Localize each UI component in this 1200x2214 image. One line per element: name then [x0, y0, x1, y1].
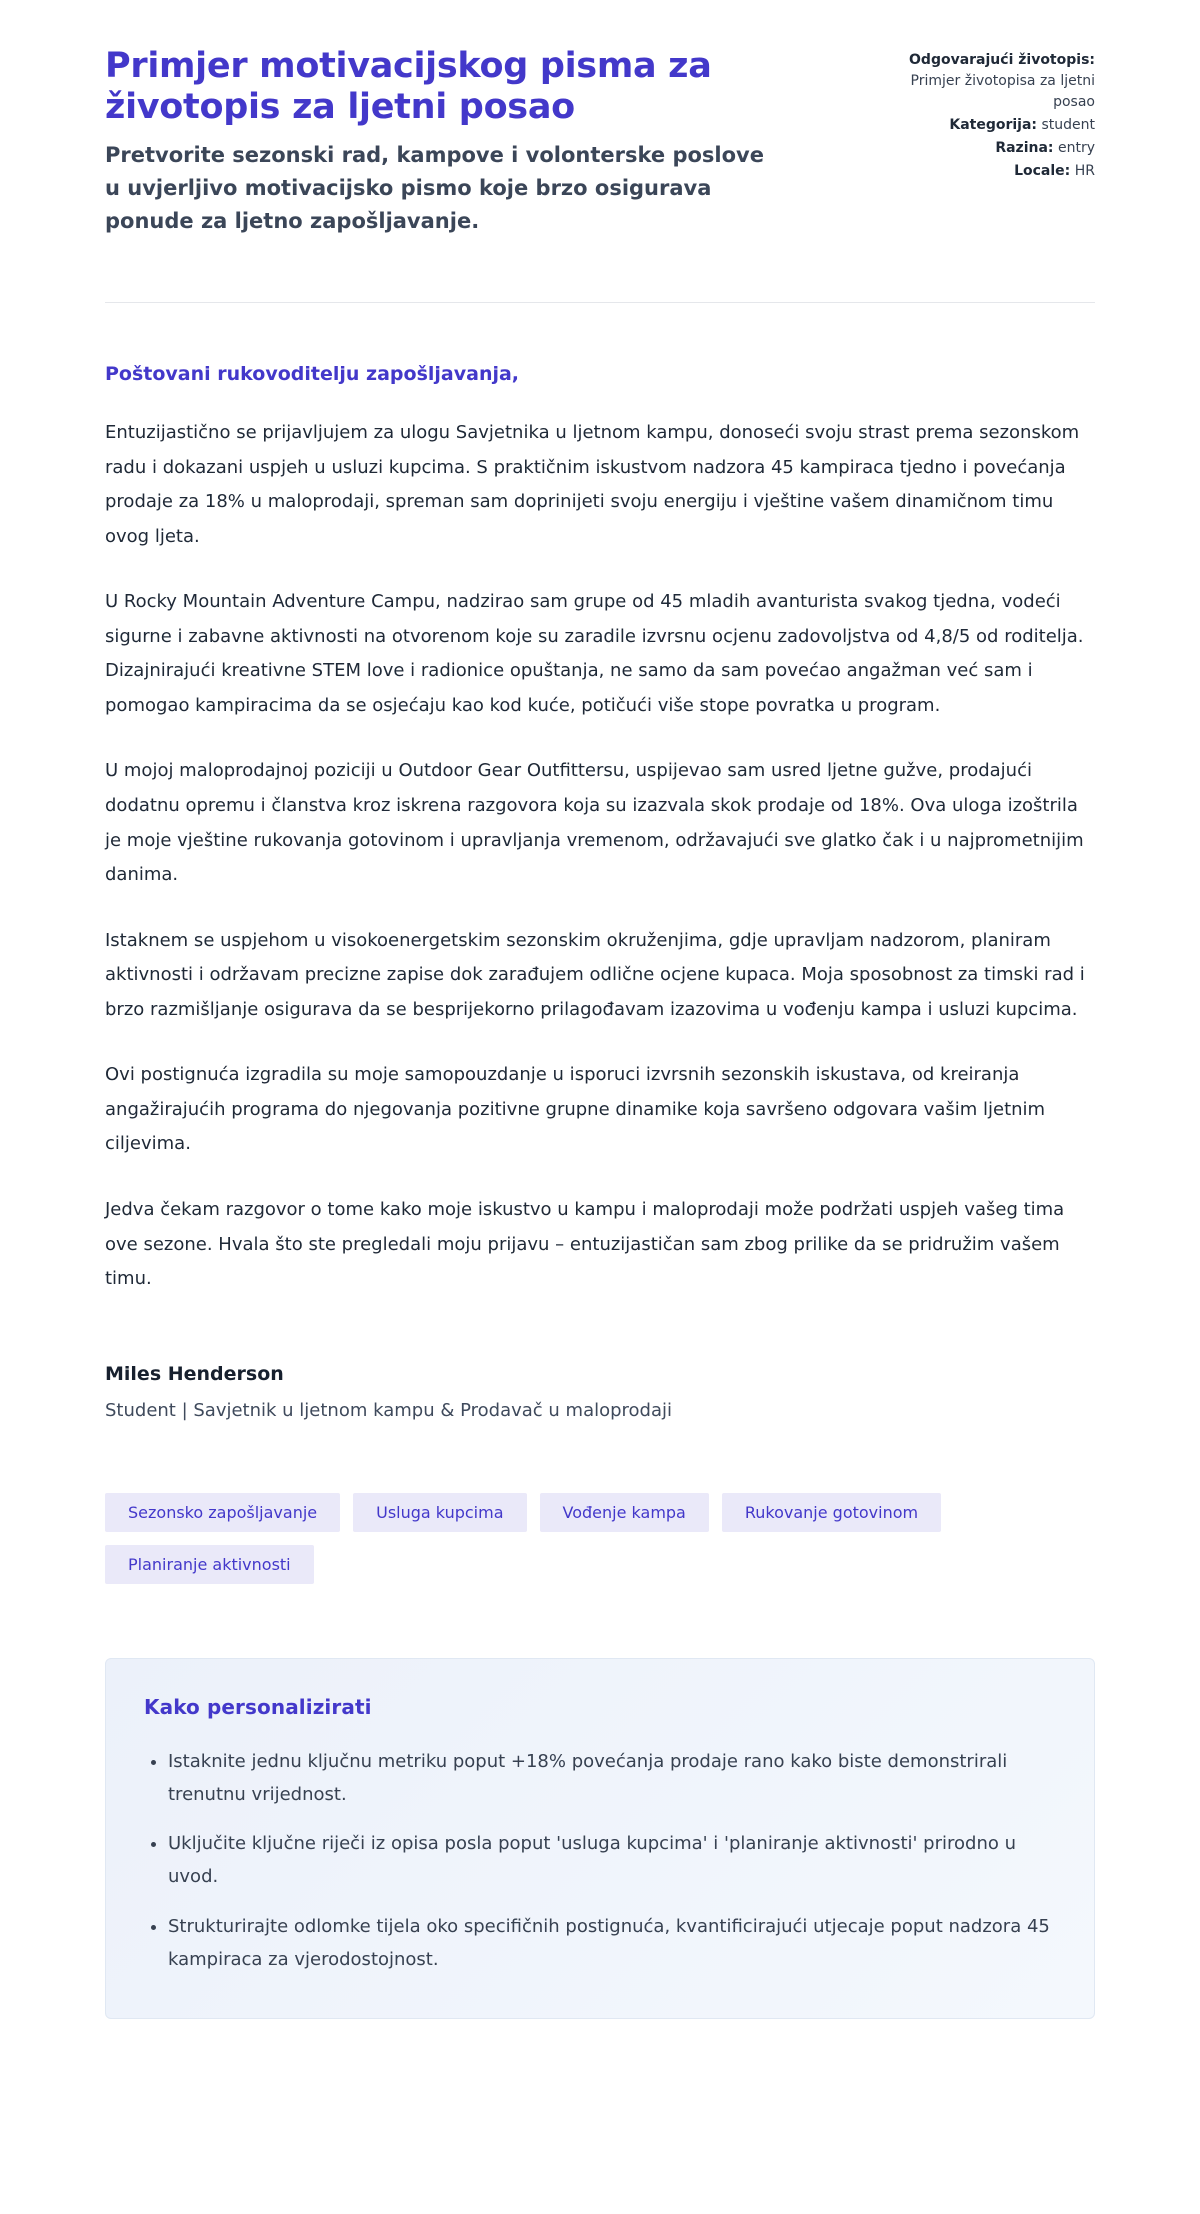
meta-locale: [905, 161, 1095, 182]
meta-locale-value: HR: [1074, 163, 1095, 179]
tag-seasonal-employment[interactable]: Sezonsko zapošljavanje: [105, 1493, 340, 1532]
letter-paragraph: Ovi postignuća izgradila su moje samopouzdanje u isporuci izvrsnih sezonskih iskustava, od kreiranja angažirajućih programa do njegovanja pozitivne grupne dinamike koja savršeno odgovara vašim ljetnim ciljevima.: [105, 1064, 1046, 1155]
letter-greeting: Poštovani rukovoditelju zapošljavanja,: [105, 363, 520, 386]
tag-cash-handling[interactable]: Rukovanje gotovinom: [722, 1493, 941, 1532]
meta-locale-label: Locale:: [1014, 163, 1071, 179]
meta-matching-resume-value: Primjer životopisa za ljetni posao: [910, 73, 1095, 110]
meta-category: [905, 115, 1095, 136]
tag-customer-service[interactable]: Usluga kupcima: [353, 1493, 526, 1532]
letter-paragraph: Jedva čekam razgovor o tome kako moje iskustvo u kampu i maloprodaji može podržati uspjeh vašeg tima ove sezone. Hvala što ste pregledali moju prijavu – entuzijastičan sam zbog prilike da se pridružim vašem timu.: [105, 1198, 1065, 1290]
page-title: Primjer motivacijskog pisma za životopis za ljetni posao: [105, 46, 712, 128]
page-header: [105, 46, 1095, 238]
meta-panel: [905, 46, 1095, 184]
meta-level: [905, 138, 1095, 159]
tag-activity-planning[interactable]: Planiranje aktivnosti: [105, 1545, 314, 1584]
header-divider: [105, 302, 1095, 303]
tip-item: • Strukturirajte odlomke tijela oko specifičnih postignuća, kvantificirajući utjecaje poput nadzora 45 kampiraca za vjerodostojnost.: [168, 1910, 1056, 1977]
meta-category-label: Kategorija:: [949, 117, 1038, 133]
letter-paragraph: U Rocky Mountain Adventure Campu, nadzirao sam grupe od 45 mladih avanturista svakog tjedna, vodeći sigurne i zabavne aktivnosti na otvorenom koje su zaradile izvrsnu ocjenu zadovoljstva od 4,8/5 od roditelja. Dizajnirajući kreativne STEM love i radionice opuštanja, ne samo da sam povećao angažman već sam i pomogao kampiracima da se osjećaju kao kod kuće, potičući više stope povratka u program.: [105, 591, 1084, 716]
meta-matching-resume: [905, 50, 1095, 113]
meta-level-label: Razina:: [995, 140, 1054, 156]
letter-paragraph: U mojoj maloprodajnoj poziciji u Outdoor Gear Outfittersu, uspijevao sam usred ljetne gužve, prodajući dodatnu opremu i članstva kroz iskrena razgovora koja su izazvala skok prodaje od 18%. Ova uloga izoštrila je moje vještine rukovanja gotovinom i upravljanja vremenom, održavajući sve glatko čak i u najprometnijim danima.: [105, 760, 1084, 886]
meta-level-value: entry: [1057, 140, 1095, 156]
page-subtitle: Pretvorite sezonski rad, kampove i volonterske poslove u uvjerljivo motivacijsko pismo koje brzo osigurava ponude za ljetno zapošljavanje.: [105, 142, 764, 233]
tip-item: • Istaknite jednu ključnu metriku poput +18% povećanja prodaje rano kako biste demonstrirali trenutnu vrijednost.: [168, 1745, 1056, 1812]
letter-paragraph: Istaknem se uspjehom u visokoenergetskim sezonskim okruženjima, gdje upravljam nadzorom, planiram aktivnosti i održavam precizne zapise dok zarađujem odlične ocjene kupaca. Moja sposobnost za timski rad i brzo razmišljanje osigurava da se besprijekorno prilagođavam izazovima u vođenju kampa i usluzi kupcima.: [105, 929, 1085, 1020]
header-title-block: [105, 46, 905, 238]
page-container: [105, 0, 1095, 2099]
tag-camp-management[interactable]: Vođenje kampa: [540, 1493, 709, 1532]
tips-title: Kako personalizirati: [144, 1694, 372, 1719]
letter-body: [105, 363, 1095, 1420]
signature-name: Miles Henderson: [105, 1362, 284, 1385]
signature-role: Student | Savjetnik u ljetnom kampu & Prodavač u maloprodaji: [105, 1399, 673, 1421]
signature-block: [105, 1363, 1095, 1421]
meta-category-value: student: [1041, 117, 1095, 133]
letter-paragraph: Entuzijastično se prijavljujem za ulogu Savjetnika u ljetnom kampu, donoseći svoju strast prema sezonskom radu i dokazani uspjeh u usluzi kupcima. S praktičnim iskustvom nadzora 45 kampiraca tjedno i povećanja prodaje za 18% u maloprodaji, spreman sam doprinijeti svoju energiju i vještine vašem dinamičnom timu ovog ljeta.: [105, 422, 1080, 547]
skill-tags: [105, 1493, 1095, 1584]
meta-matching-resume-label: Odgovarajući životopis:: [909, 52, 1095, 68]
personalization-tips-box: [105, 1658, 1095, 2020]
tips-list: [144, 1745, 1056, 1977]
tip-item: • Uključite ključne riječi iz opisa posla poput 'usluga kupcima' i 'planiranje aktivnosti' prirodno u uvod.: [168, 1827, 1056, 1894]
